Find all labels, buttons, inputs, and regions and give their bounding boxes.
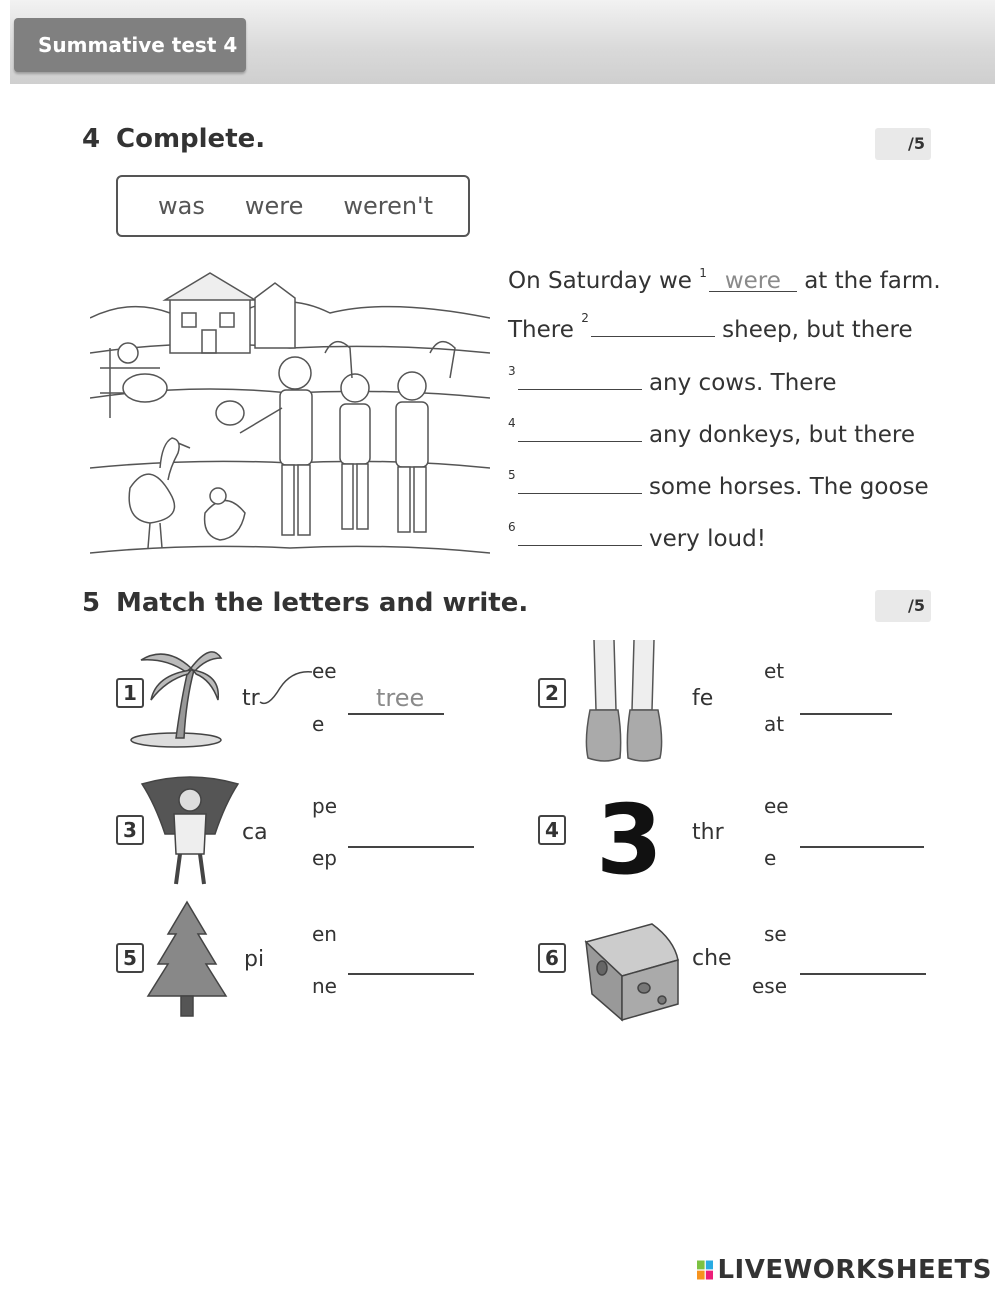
liveworksheets-brand (697, 1252, 992, 1288)
item-5-option-a[interactable]: en (312, 922, 337, 946)
exercise-4-number: 4 (82, 124, 101, 154)
item-6-stem: che (692, 946, 732, 971)
item-3-number: 3 (116, 815, 144, 845)
gap-number: 3 (508, 364, 516, 378)
item-4-option-a[interactable]: ee (764, 794, 789, 818)
item-3-stem: ca (242, 820, 268, 845)
story-line-1 (508, 268, 941, 294)
header-title: Summative test 4 (14, 18, 246, 72)
item-6-answer-line[interactable] (800, 973, 926, 975)
gap-3-input[interactable] (518, 366, 642, 390)
story-line-5 (508, 470, 929, 500)
item-4-option-b[interactable]: e (764, 846, 777, 870)
gap-5-input[interactable] (518, 470, 642, 494)
gap-4-input[interactable] (518, 418, 642, 442)
word-bank-item: were (244, 192, 304, 220)
item-2-stem: fe (692, 686, 714, 711)
story-text: On Saturday we (508, 268, 692, 294)
match-connector-line (258, 668, 318, 708)
item-1-option-a[interactable]: ee (312, 659, 337, 683)
exercise-5-heading: Match the letters and write. (116, 588, 529, 618)
word-bank-item: weren't (343, 192, 434, 220)
cheese-icon (582, 920, 682, 1025)
story-text: at the farm. (804, 268, 941, 294)
story-text: any cows. There (648, 370, 837, 396)
word-bank-item: was (158, 192, 205, 220)
story-text: There (508, 317, 574, 343)
liveworksheets-logo-icon (697, 1255, 713, 1285)
gap-number: 2 (581, 311, 589, 325)
pine-tree-icon (144, 900, 230, 1018)
cape-icon (140, 774, 240, 886)
gap-6-input[interactable] (518, 522, 642, 546)
farm-illustration (90, 258, 490, 563)
gap-number: 5 (508, 468, 516, 482)
exercise-5-number: 5 (82, 588, 101, 618)
story-line-6 (508, 522, 766, 552)
story-line-4 (508, 418, 915, 448)
item-3-option-a[interactable]: pe (312, 794, 337, 818)
number-three-icon: 3 (596, 784, 663, 896)
exercise-4-heading: Complete. (116, 124, 266, 154)
story-text: very loud! (648, 526, 766, 552)
exercise-5-score: /5 (875, 590, 931, 622)
item-1-number: 1 (116, 678, 144, 708)
item-1-answer-line (348, 713, 444, 715)
item-5-option-b[interactable]: ne (312, 974, 337, 998)
item-2-option-b[interactable]: at (764, 712, 785, 736)
story-text: sheep, but there (722, 317, 913, 343)
gap-1-input[interactable]: were (709, 268, 797, 292)
item-1-option-b[interactable]: e (312, 712, 325, 736)
item-4-answer-line[interactable] (800, 846, 924, 848)
item-4-stem: thr (692, 820, 724, 845)
gap-2-input[interactable] (591, 313, 715, 337)
story-line-2 (508, 313, 913, 343)
item-5-stem: pi (244, 947, 265, 972)
palm-tree-icon (126, 640, 226, 750)
gap-number: 4 (508, 416, 516, 430)
gap-number: 1 (699, 266, 707, 280)
item-2-option-a[interactable]: et (764, 659, 785, 683)
exercise-5-title (82, 588, 528, 618)
gap-number: 6 (508, 520, 516, 534)
item-6-number: 6 (538, 943, 566, 973)
item-6-option-b[interactable]: ese (752, 974, 788, 998)
story-text: some horses. The goose (648, 474, 929, 500)
item-2-answer-line[interactable] (800, 713, 892, 715)
story-line-3 (508, 366, 837, 396)
story-text: any donkeys, but there (648, 422, 916, 448)
item-3-answer-line[interactable] (348, 846, 474, 848)
item-5-number: 5 (116, 943, 144, 973)
item-6-option-a[interactable]: se (764, 922, 787, 946)
word-bank (116, 175, 470, 237)
item-2-number: 2 (538, 678, 566, 708)
item-3-option-b[interactable]: ep (312, 846, 337, 870)
item-5-answer-line[interactable] (348, 973, 474, 975)
exercise-4-title (82, 124, 265, 154)
item-4-number: 4 (538, 815, 566, 845)
feet-icon (580, 640, 670, 765)
item-1-answer[interactable]: tree (376, 684, 425, 712)
exercise-4-score: /5 (875, 128, 931, 160)
item-1-stem: tr (242, 686, 260, 711)
brand-name: LIVEWORKSHEETS (717, 1255, 992, 1285)
